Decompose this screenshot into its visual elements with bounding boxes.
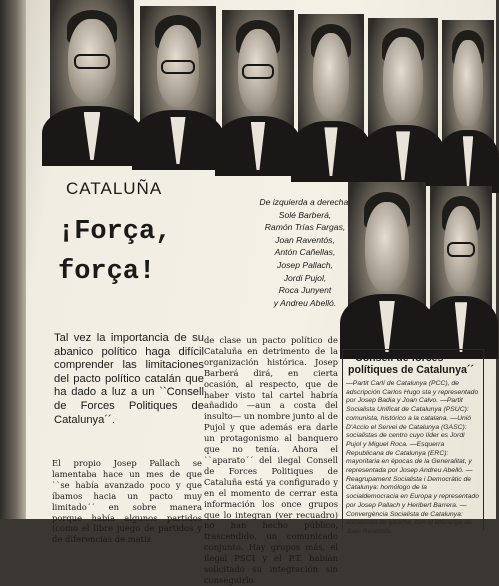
caption-line: Josep Pallach, bbox=[277, 259, 333, 270]
portrait-photo-2 bbox=[140, 6, 216, 164]
portrait-photo-3 bbox=[222, 10, 294, 170]
magazine-spine bbox=[0, 0, 26, 519]
caption-line: Joan Raventós, bbox=[275, 234, 335, 245]
caption-line: Solé Barberá, bbox=[278, 209, 332, 220]
portrait-photo-6 bbox=[442, 20, 494, 186]
caption-line: De izquierda a derecha, bbox=[259, 197, 351, 207]
portrait-photo-1 bbox=[50, 0, 134, 160]
sidebar-box-title: ``Consell de forces polítiques de Catalunya´´ bbox=[348, 352, 474, 376]
portrait-photo-4 bbox=[298, 14, 364, 176]
portrait-photo-8 bbox=[430, 186, 492, 352]
caption-line: y Andreu Abelló. bbox=[273, 297, 337, 308]
photo-caption bbox=[250, 196, 360, 309]
sidebar-box-body: —Partit Carlí de Catalunya (PCC), de adscripción Carlos Hugo sta y representado por Josep Badia y Joan Calvo. —Partit Socialista Unificat de Catalunya (PSUC): comunista, histórico a la catalana. —Unió D'Accio el Servei de Catalunya (GASC): socialistas de centro cuyo líder es Jordi Pujol y Miguel Roca. —Esquerra Republicana de Catalunya (ERC): mayoritaria en épocas de la Generalitat, y representada por Josep Andreu Abelló. —Reagrupament Socialista i Democràtic de Catalunya: homólogo de la socialdemocracia en Europa y representado por Josep Pallach y Heribert Barrera. —Convergència Socialista de Catalunya: socialistas de gauche, con el liderazgo de Joan Raventós. bbox=[346, 380, 479, 535]
caption-line: Roca Junyent bbox=[278, 285, 332, 296]
section-label: CATALUÑA bbox=[66, 179, 163, 198]
lead-paragraph: Tal vez la importancia de su abanico político haga difícil comprender las limitaciones del pacto político catalán que ha dado a luz a un ``Consell de Forces Politiques de Catalunya´´. bbox=[54, 332, 204, 426]
caption-line: Ramón Trías Fargas, bbox=[264, 222, 346, 233]
portrait-photo-5 bbox=[368, 18, 438, 180]
body-column-2: de clase un pacto político de Cataluña en detrimento de la organización histórica. Josep Barberá dirá, en cierta ocasión, al respecto, que de haber visto tal cartel habría añadido —aun a costa del insulto— un nombre junto al de Pujol y que además era darle un protagonismo al banquero que no tenía. Ahora el ``aparato´´ del ilegal Consell de Forces Politiques de Cataluña está ya configurado y en el momento de cerrar esta información los once grupos que lo integran (ver recuadro) no han hecho público, trascendido, un comunicado conjunto. Hay grupos más, el ilegal PSCI y el P.T. habían solicitado su integración sin conseguirlo bbox=[204, 335, 338, 585]
body-column-1: El propio Josep Pallach se lamentaba hace un mes de que ``se había avanzado poco y que íbamos hacia un pacto muy limitado´´ en sobre manera porque había algunos partidos (como el libre juego de partidos y de diferencias de matiz bbox=[52, 458, 202, 545]
headline: ¡Força, força! bbox=[58, 217, 172, 287]
caption-line: Jordi Pujol, bbox=[283, 272, 327, 283]
caption-line: Antón Cañellas, bbox=[274, 247, 336, 258]
